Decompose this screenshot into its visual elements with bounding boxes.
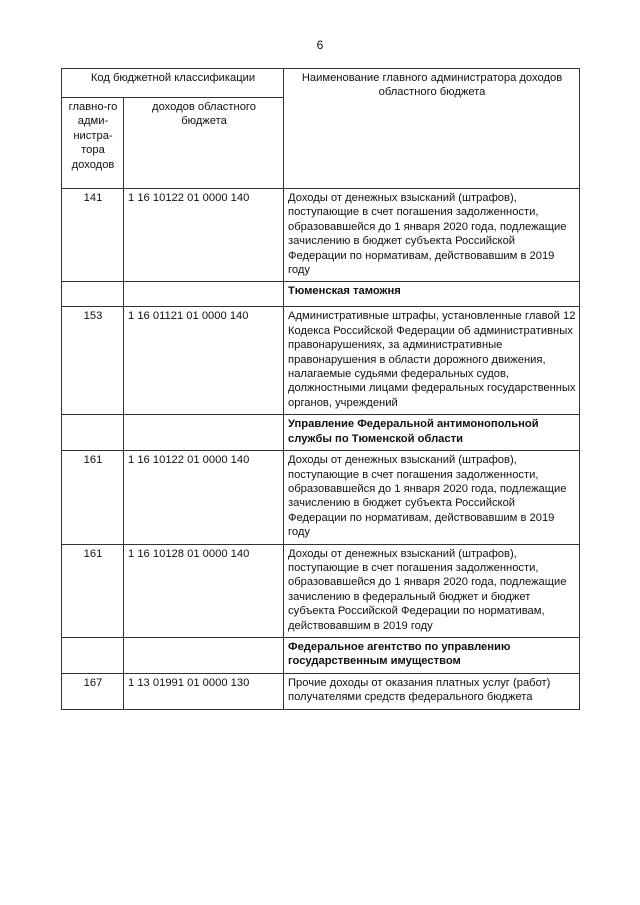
cell-admin-code — [62, 637, 124, 673]
table-row — [62, 673, 580, 709]
cell-admin-code: 167 — [62, 673, 124, 709]
section-title: Федеральное агентство по управлению государственным имуществом — [284, 637, 580, 673]
section-row — [62, 637, 580, 673]
table-row — [62, 189, 580, 282]
cell-description: Доходы от денежных взысканий (штрафов), поступающие в счет погашения задолженности, образовавшейся до 1 января 2020 года, подлежащие зачислению в федеральный бюджет и бюджет субъекта Российской Федерации по нормативам, действовавшим в 2019 году — [284, 544, 580, 637]
page-number: 6 — [316, 38, 324, 52]
cell-income-code — [124, 415, 284, 451]
cell-income-code: 1 16 01121 01 0000 140 — [124, 307, 284, 415]
cell-description: Доходы от денежных взысканий (штрафов), поступающие в счет погашения задолженности, образовавшейся до 1 января 2020 года, подлежащие зачислению в бюджет субъекта Российской Федерации по нормативам, действовавшим в 2019 году — [284, 189, 580, 282]
cell-admin-code — [62, 282, 124, 307]
section-title: Управление Федеральной антимонопольной службы по Тюменской области — [284, 415, 580, 451]
cell-admin-code — [62, 415, 124, 451]
cell-admin-code: 141 — [62, 189, 124, 282]
cell-income-code: 1 16 10122 01 0000 140 — [124, 451, 284, 544]
header-classification-code: Код бюджетной классификации — [62, 69, 284, 98]
table-header-row — [62, 69, 580, 98]
section-title: Тюменская таможня — [284, 282, 580, 307]
cell-description: Прочие доходы от оказания платных услуг (работ) получателями средств федерального бюджета — [284, 673, 580, 709]
cell-income-code — [124, 637, 284, 673]
cell-admin-code: 161 — [62, 451, 124, 544]
cell-income-code — [124, 282, 284, 307]
section-row — [62, 415, 580, 451]
cell-admin-code: 153 — [62, 307, 124, 415]
table-row — [62, 307, 580, 415]
cell-income-code: 1 16 10128 01 0000 140 — [124, 544, 284, 637]
cell-income-code: 1 16 10122 01 0000 140 — [124, 189, 284, 282]
cell-admin-code: 161 — [62, 544, 124, 637]
header-chief-administrator: главно-го адми-нистра-тора доходов — [62, 98, 124, 189]
table-row — [62, 544, 580, 637]
header-regional-income: доходов областного бюджета — [124, 98, 284, 189]
budget-classification-table — [61, 68, 580, 710]
header-administrator-name: Наименование главного администратора доходов областного бюджета — [284, 69, 580, 189]
cell-description: Административные штрафы, установленные главой 12 Кодекса Российской Федерации об административных правонарушениях, за административные правонарушения в области дорожного движения, налагаемые судьями федеральных судов, должностными лицами федеральных государственных органов, учреждений — [284, 307, 580, 415]
cell-description: Доходы от денежных взысканий (штрафов), поступающие в счет погашения задолженности, образовавшейся до 1 января 2020 года, подлежащие зачислению в бюджет субъекта Российской Федерации по нормативам, действовавшим в 2019 году — [284, 451, 580, 544]
section-row — [62, 282, 580, 307]
table-row — [62, 451, 580, 544]
cell-income-code: 1 13 01991 01 0000 130 — [124, 673, 284, 709]
